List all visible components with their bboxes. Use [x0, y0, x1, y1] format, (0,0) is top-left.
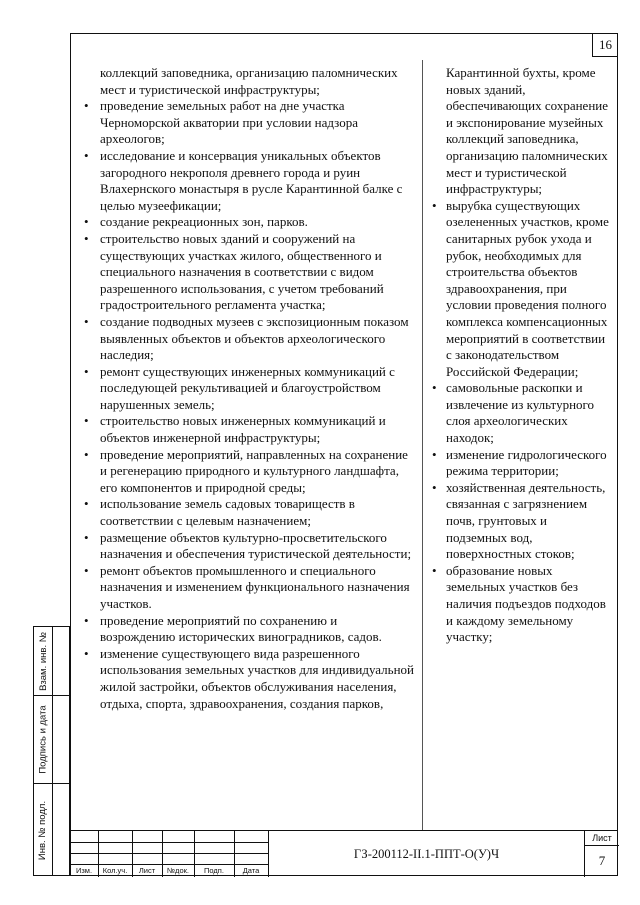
header-ndok: №док.: [167, 866, 189, 875]
list-item-text: ремонт объектов промышленного и специального назначения и изменением функционального назначения участков.: [100, 562, 410, 611]
list-item: [80, 314, 415, 364]
header-podp: Подп.: [204, 866, 224, 875]
bullet-icon: •: [84, 562, 89, 578]
page-number: 16: [592, 33, 618, 57]
bullet-icon: •: [432, 380, 437, 396]
header-kol-uch: Кол.уч.: [102, 866, 128, 875]
sheet-label: Лист: [585, 831, 619, 846]
list-item: [428, 380, 610, 446]
bullet-icon: •: [84, 98, 89, 114]
side-label-vzam-inv: Взам. инв. №: [37, 631, 49, 691]
bullet-icon: •: [432, 197, 437, 213]
bullet-icon: •: [84, 313, 89, 329]
bullet-icon: •: [84, 446, 89, 462]
list-item-text: самовольные раскопки и извлечение из культурного слоя археологических находок;: [446, 380, 595, 446]
list-item-text: исследование и консервация уникальных объектов загородного некрополя древнего города и руин Влахернского монастыря в русле Карантинной балке с целью музеефикации;: [100, 147, 403, 213]
list-item-text: проведение мероприятий по сохранению и возрождению исторических виноградников, садов.: [100, 612, 382, 645]
document-code: ГЗ-200112-II.1-ППТ-О(У)Ч: [268, 831, 584, 877]
list-item-text: размещение объектов культурно-просветительского назначения и обеспечения туристической деятельности;: [100, 529, 412, 562]
list-item-text: строительство новых инженерных коммуникаций и объектов инженерной инфраструктуры;: [100, 413, 386, 446]
list-item-text: использование земель садовых товариществ в соответствии с целевым назначением;: [100, 496, 355, 529]
header-izm: Изм.: [75, 866, 93, 875]
list-item-text: проведение земельных работ на дне участка Черноморской акватории при условии надзора археологов;: [100, 98, 359, 147]
bullet-icon: •: [84, 645, 89, 661]
revision-grid: [70, 831, 268, 877]
list-item: [80, 214, 415, 231]
list-item: [428, 480, 610, 563]
side-label-signature-date: Подпись и дата: [37, 704, 49, 774]
left-continuation-text: коллекций заповедника, организацию паломнических мест и туристической инфраструктуры;: [100, 65, 398, 97]
list-item-text: ремонт существующих инженерных коммуникаций с последующей рекультивацией и благоустройством нарушенных земель;: [100, 363, 395, 412]
bullet-icon: •: [84, 529, 89, 545]
right-bullet-list: [428, 198, 610, 646]
title-block: [70, 830, 618, 876]
list-item-text: вырубка существующих озелененных участков, кроме санитарных рубок ухода и рубок, необходимых для строительства объектов здравоохранения, при условии проведения полного комплекса компенсационных мероприятий в соответствии с законодательством Российской Федерации;: [446, 197, 609, 379]
list-item-text: изменение гидрологического режима территории;: [446, 446, 607, 479]
bullet-icon: •: [84, 363, 89, 379]
side-label-inv-podl: Инв. № подл.: [37, 800, 49, 860]
list-item: [80, 231, 415, 314]
header-list: Лист: [138, 866, 156, 875]
list-item: [80, 563, 415, 613]
bullet-icon: •: [84, 147, 89, 163]
bullet-icon: •: [432, 562, 437, 578]
right-column: [428, 65, 610, 646]
list-item: [80, 148, 415, 214]
right-continuation-text: Карантинной бухты, кроме новых зданий, обеспечивающих сохранение и экспонирование музейных коллекций заповедника, организацию паломнических мест и туристической инфраструктуры;: [446, 65, 608, 197]
bullet-icon: •: [84, 413, 89, 429]
column-divider: [422, 60, 423, 830]
bullet-icon: •: [84, 612, 89, 628]
bullet-icon: •: [84, 214, 89, 230]
list-item: [80, 613, 415, 646]
list-item-text: создание рекреационных зон, парков.: [100, 214, 308, 230]
list-item: [80, 364, 415, 414]
list-item: [80, 530, 415, 563]
list-item: [428, 563, 610, 646]
list-item: [80, 646, 415, 712]
left-bullet-list: [80, 98, 415, 712]
list-item: [80, 413, 415, 446]
sheet-number: 7: [598, 853, 606, 868]
list-item-text: изменение существующего вида разрешенного использования земельных участков для индивидуальной жилой застройки, объектов обслуживания населения, отдыха, спорта, здравоохранения, создания парков,: [100, 645, 414, 711]
left-column: [80, 65, 415, 712]
list-item: [428, 447, 610, 480]
list-item: [428, 198, 610, 381]
list-item: [80, 98, 415, 148]
list-item-text: хозяйственная деятельность, связанная с загрязнением почв, грунтовых и подземных вод, поверхностных стоков;: [446, 479, 606, 562]
bullet-icon: •: [432, 446, 437, 462]
sheet-box: [584, 831, 618, 877]
list-item: [80, 447, 415, 497]
list-item-text: создание подводных музеев с экспозиционным показом выявленных объектов и объектов археологического наследия;: [100, 313, 409, 363]
bullet-icon: •: [84, 496, 89, 512]
list-item-text: строительство новых зданий и сооружений на существующих участках жилого, общественного и специального назначения в соответствии с видом разрешенного использования, с учетом требований градостроительного регламента участка;: [100, 230, 384, 313]
list-item-text: образование новых земельных участков без наличия подъездов подходов и каждому земельному участку;: [446, 562, 606, 645]
header-data: Дата: [242, 866, 260, 875]
side-stamp: [33, 626, 70, 876]
list-item: [80, 496, 415, 529]
bullet-icon: •: [432, 479, 437, 495]
bullet-icon: •: [84, 230, 89, 246]
list-item-text: проведение мероприятий, направленных на сохранение и регенерацию природного и культурного ландшафта, его компонентов и природной среды;: [100, 446, 408, 495]
